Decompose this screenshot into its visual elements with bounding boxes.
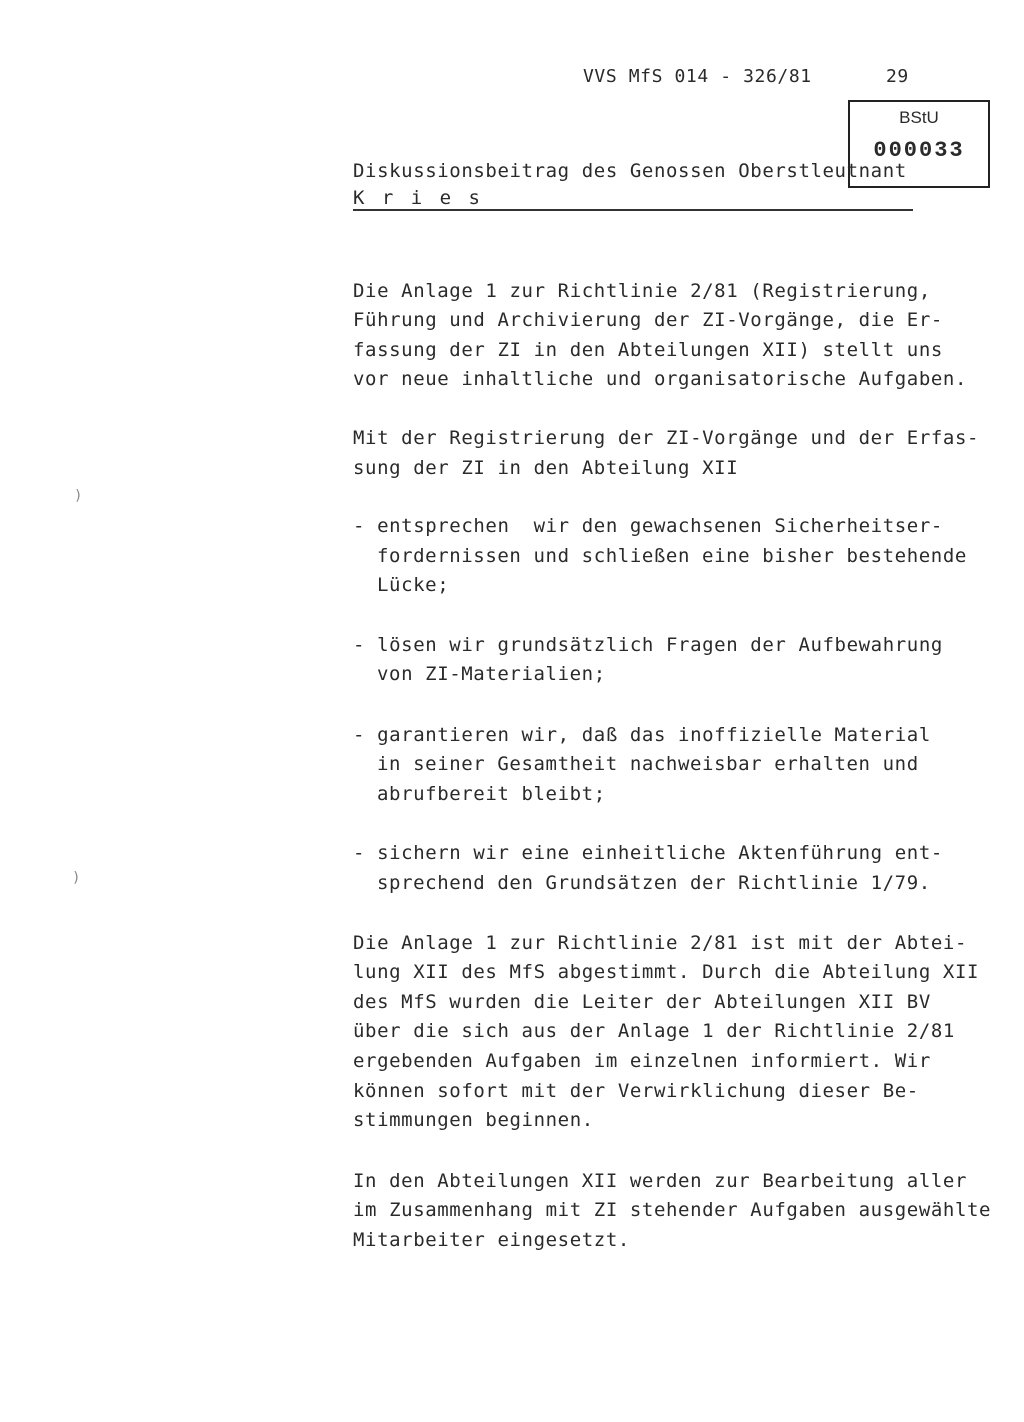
bullet-item-line: sprechend den Grundsätzen der Richtlinie 1/79. <box>377 872 931 894</box>
paragraph-1-line: vor neue inhaltliche und organisatorische Aufgaben. <box>353 368 967 390</box>
paragraph-4-line: im Zusammenhang mit ZI stehender Aufgaben ausgewählte <box>353 1199 992 1221</box>
bullet-item-line: abrufbereit bleibt; <box>377 783 606 805</box>
bullet-item-line: von ZI-Materialien; <box>377 663 606 685</box>
paragraph-3-line: ergebenden Aufgaben im einzelnen informiert. Wir <box>353 1050 931 1072</box>
bullet-item-line: - garantieren wir, daß das inoffizielle Material <box>353 724 931 746</box>
bullet-item-line: Lücke; <box>377 574 450 596</box>
scan-mark: ) <box>74 488 83 504</box>
paragraph-3-line: stimmungen beginnen. <box>353 1109 594 1131</box>
title-underline <box>353 209 913 211</box>
stamp-label: BStU <box>899 108 939 127</box>
stamp-number: 000033 <box>873 138 965 163</box>
paragraph-3-line: können sofort mit der Verwirklichung dieser Be- <box>353 1080 919 1102</box>
paragraph-2-line: sung der ZI in den Abteilung XII <box>353 457 739 479</box>
document-title-name: K r i e s <box>353 187 483 209</box>
bullet-item-line: in seiner Gesamtheit nachweisbar erhalten und <box>377 753 919 775</box>
bullet-item-line: fordernissen und schließen eine bisher bestehende <box>377 545 967 567</box>
document-title: Diskussionsbeitrag des Genossen Oberstleutnant <box>353 160 907 182</box>
paragraph-4-line: Mitarbeiter eingesetzt. <box>353 1229 630 1251</box>
bullet-item-line: - entsprechen wir den gewachsenen Sicherheitser- <box>353 515 943 537</box>
paragraph-1-line: Die Anlage 1 zur Richtlinie 2/81 (Registrierung, <box>353 280 931 302</box>
bullet-item-line: - lösen wir grundsätzlich Fragen der Aufbewahrung <box>353 634 943 656</box>
bullet-item-line: - sichern wir eine einheitliche Aktenführung ent- <box>353 842 943 864</box>
paragraph-3-line: lung XII des MfS abgestimmt. Durch die Abteilung XII <box>353 961 980 983</box>
document-reference: VVS MfS 014 - 326/81 <box>583 66 812 87</box>
paragraph-1-line: fassung der ZI in den Abteilungen XII) stellt uns <box>353 339 943 361</box>
paragraph-3-line: über die sich aus der Anlage 1 der Richtlinie 2/81 <box>353 1020 955 1042</box>
paragraph-3-line: des MfS wurden die Leiter der Abteilungen XII BV <box>353 991 931 1013</box>
page-number: 29 <box>886 66 909 87</box>
paragraph-4-line: In den Abteilungen XII werden zur Bearbeitung aller <box>353 1170 967 1192</box>
scan-mark: ) <box>72 870 81 886</box>
paragraph-2-line: Mit der Registrierung der ZI-Vorgänge und der Erfas- <box>353 427 980 449</box>
paragraph-3-line: Die Anlage 1 zur Richtlinie 2/81 ist mit der Abtei- <box>353 932 967 954</box>
paragraph-1-line: Führung und Archivierung der ZI-Vorgänge, die Er- <box>353 309 943 331</box>
